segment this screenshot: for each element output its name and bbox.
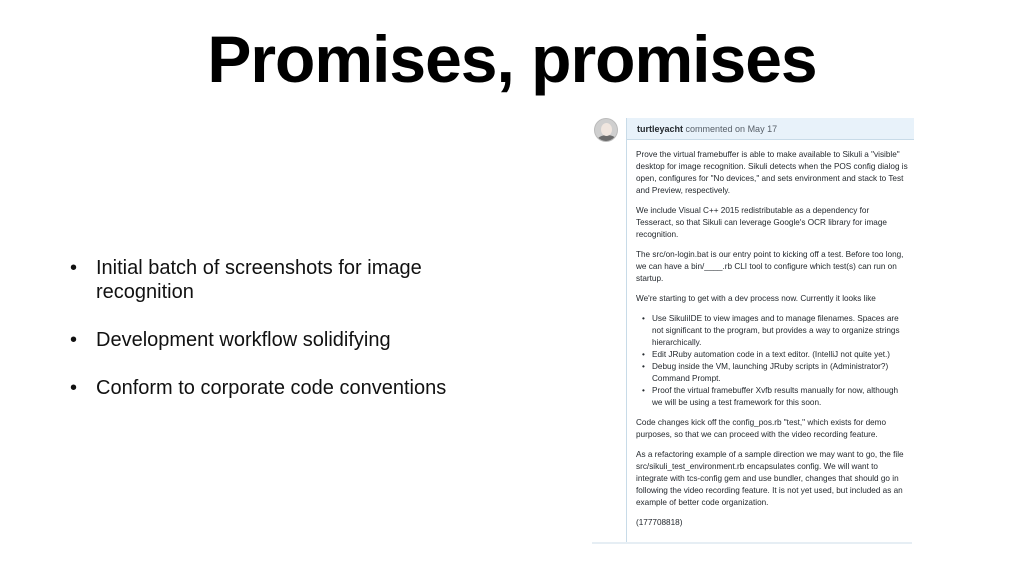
comment-paragraph: We're starting to get with a dev process now. Currently it looks like	[636, 294, 876, 303]
slide-title: Promises, promises	[207, 22, 817, 96]
avatar[interactable]	[594, 118, 618, 142]
comment-list	[636, 313, 908, 409]
comment-paragraph: As a refactoring example of a sample direction we may want to go, the file src/sikuli_test_environment.rb encapsulates config. We will want to integrate with tcs-config gem and use bundler, changes that should go in following the video recording feature. It is not yet used, but included as an example of better code organization.	[636, 450, 904, 507]
bullet-item: • Development workflow solidifying	[64, 328, 504, 352]
bullet-item: • Conform to corporate code conventions	[64, 376, 504, 400]
comment-paragraph: Prove the virtual framebuffer is able to make available to Sikuli a "visible" desktop for image recognition. Sikuli detects when the POS config dialog is open, configures for "No devices," and sets environment and stack to Test and Preview, respectively.	[636, 150, 908, 195]
comment-ref-number: (177708818)	[636, 518, 683, 527]
comment-list-item: • Edit JRuby automation code in a text editor. (IntelliJ not quite yet.)	[642, 349, 908, 361]
comment-header	[627, 118, 914, 140]
avatar-face	[601, 123, 612, 136]
bullet-list	[64, 256, 504, 424]
comment-list-item: • Use SikuliIDE to view images and to manage filenames. Spaces are not significant to the program, but provides a way to organize strings hierarchically.	[642, 313, 908, 349]
comment-paragraph: We include Visual C++ 2015 redistributable as a dependency for Tesseract, so that Sikuli can leverage Google's OCR library for image recognition.	[636, 206, 887, 239]
comment-screenshot	[592, 116, 914, 544]
comment-paragraph: The src/on-login.bat is our entry point to kicking off a test. Before too long, we can have a bin/____.rb CLI tool to configure which test(s) can run on startup.	[636, 250, 904, 283]
bullet-item: • Initial batch of screenshots for image recognition	[64, 256, 504, 304]
divider	[592, 542, 912, 544]
comment-paragraph: Code changes kick off the config_pos.rb "test," which exists for demo purposes, so that we can proceed with the video recording feature.	[636, 418, 887, 439]
comment-list-item: • Debug inside the VM, launching JRuby scripts in (Administrator?) Command Prompt.	[642, 361, 908, 385]
avatar-shirt	[597, 135, 617, 142]
comment-meta: commented on May 17	[685, 124, 778, 134]
comment-list-item: • Proof the virtual framebuffer Xvfb results manually for now, although we will be using a test framework for this soon.	[642, 385, 908, 409]
comment-body	[627, 140, 914, 529]
comment-author[interactable]: turtleyacht	[637, 124, 684, 134]
comment-box	[626, 118, 914, 544]
